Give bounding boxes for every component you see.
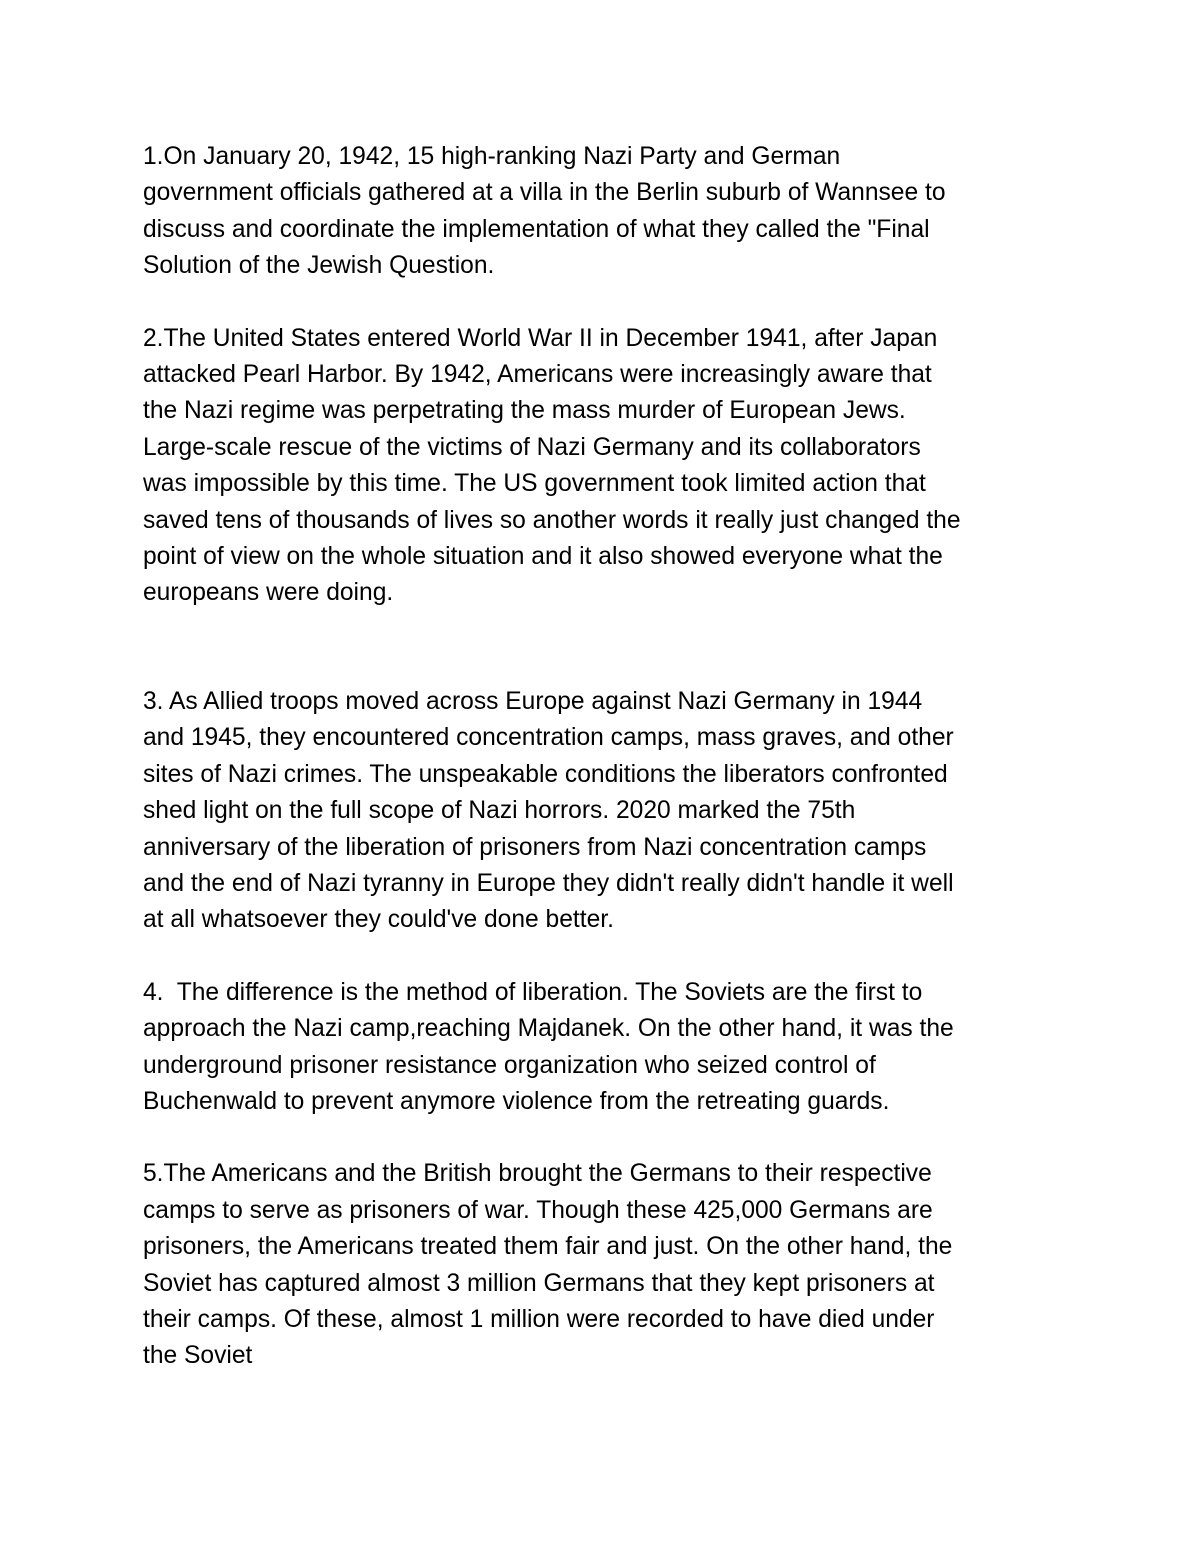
paragraph-spacer <box>143 1120 1073 1156</box>
document-body <box>143 139 1073 1375</box>
paragraph-4: 4. The difference is the method of liberation. The Soviets are the first to approach the Nazi camp,reaching Majdanek. On the other hand, it was the underground prisoner resistance organization who seized control of Buchenwald to prevent anymore violence from the retreating guards. <box>143 978 954 1115</box>
paragraph-1: 1.On January 20, 1942, 15 high-ranking Nazi Party and German government officials gathered at a villa in the Berlin suburb of Wannsee to discuss and coordinate the implementation of what they called the "Final Solution of the Jewish Question. <box>143 143 946 280</box>
paragraph-spacer <box>143 939 1073 975</box>
paragraph-2: 2.The United States entered World War II in December 1941, after Japan attacked Pearl Harbor. By 1942, Americans were increasingly aware that the Nazi regime was perpetrating the mass murder of European Jews. Large-scale rescue of the victims of Nazi Germany and its collaborators was impossible by this time. The US government took limited action that saved tens of thousands of lives so another words it really just changed the point of view on the whole situation and it also showed everyone what the europeans were doing. <box>143 324 961 607</box>
paragraph-3: 3. As Allied troops moved across Europe against Nazi Germany in 1944 and 1945, they encountered concentration camps, mass graves, and other sites of Nazi crimes. The unspeakable conditions the liberators confronted shed light on the full scope of Nazi horrors. 2020 marked the 75th anniversary of the liberation of prisoners from Nazi concentration camps and the end of Nazi tyranny in Europe they didn't really didn't handle it well at all whatsoever they could've done better. <box>143 687 954 934</box>
paragraph-spacer <box>143 612 1073 684</box>
paragraph-spacer <box>143 285 1073 321</box>
paragraph-5: 5.The Americans and the British brought the Germans to their respective camps to serve as prisoners of war. Though these 425,000 Germans are prisoners, the Americans treated them fair and just. On the other hand, the Soviet has captured almost 3 million Germans that they kept prisoners at their camps. Of these, almost 1 million were recorded to have died under the Soviet <box>143 1160 953 1370</box>
